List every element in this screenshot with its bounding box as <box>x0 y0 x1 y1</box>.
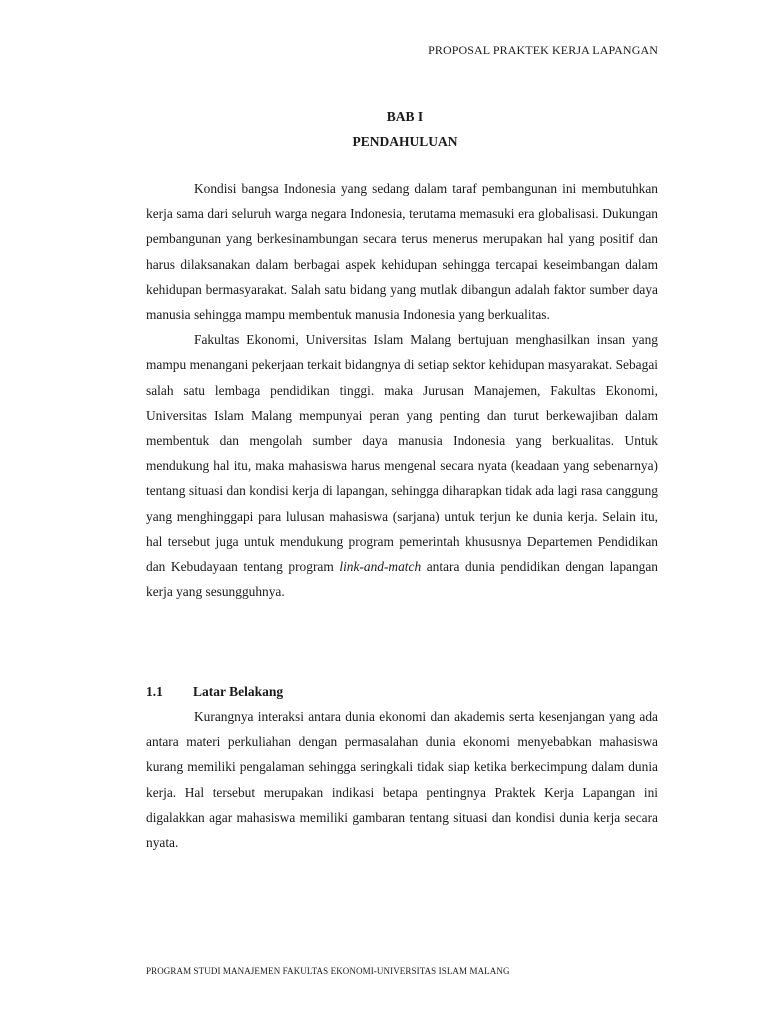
chapter-heading <box>0 104 768 154</box>
chapter-title: PENDAHULUAN <box>352 134 458 149</box>
section-number: 1.1 <box>146 684 163 699</box>
section-title: Latar Belakang <box>193 684 284 699</box>
introduction-body <box>146 176 658 604</box>
paragraph-2 <box>146 327 658 604</box>
page-footer: PROGRAM STUDI MANAJEMEN FAKULTAS EKONOMI-UNIVERSITAS ISLAM MALANG <box>146 966 510 976</box>
section-body <box>146 704 658 855</box>
paragraph-2-italic: link-and-match <box>339 559 422 575</box>
page-header: PROPOSAL PRAKTEK KERJA LAPANGAN <box>428 43 658 57</box>
chapter-number: BAB I <box>386 109 424 124</box>
paragraph-2-end: antara dunia pendidikan dengan lapangan kerja yang sesungguhnya. <box>146 559 658 600</box>
paragraph-2-text: Fakultas Ekonomi, Universitas Islam Malang bertujuan menghasilkan insan yang mampu menangani pekerjaan terkait bidangnya di setiap sektor kehidupan masyarakat. Sebagai salah satu lembaga pendidikan tinggi. maka Jurusan Manajemen, Fakultas Ekonomi, Universitas Islam Malang mempunyai peran yang penting dan turut berkewajiban dalam membentuk dan mengolah sumber daya manusia Indonesia yang berkualitas. Untuk mendukung hal itu, maka mahasiswa harus mengenal secara nyata (keadaan yang sebenarnya) tentang situasi dan kondisi kerja di lapangan, sehingga diharapkan tidak ada lagi rasa canggung yang menghinggapi para lulusan mahasiswa (sarjana) untuk terjun ke dunia kerja. Selain itu, hal tersebut juga untuk mendukung program pemerintah khususnya Departemen Pendidikan dan Kebudayaan tentang program <box>146 332 658 575</box>
paragraph-1: Kondisi bangsa Indonesia yang sedang dalam taraf pembangunan ini membutuhkan kerja sama dari seluruh warga negara Indonesia, terutama memasuki era globalisasi. Dukungan pembangunan yang berkesinambungan secara terus menerus merupakan hal yang positif dan harus dilaksanakan dalam berbagai aspek kehidupan sehingga tercapai keseimbangan dalam kehidupan bermasyarakat. Salah satu bidang yang mutlak dibangun adalah faktor sumber daya manusia sehingga mampu membentuk manusia Indonesia yang berkualitas. <box>146 181 658 323</box>
section-heading <box>146 679 283 704</box>
section-paragraph: Kurangnya interaksi antara dunia ekonomi dan akademis serta kesenjangan yang ada antara materi perkuliahan dengan permasalahan dunia ekonomi menyebabkan mahasiswa kurang memiliki pengalaman sehingga seringkali tidak siap ketika berkecimpung dalam dunia kerja. Hal tersebut merupakan indikasi betapa pentingnya Praktek Kerja Lapangan ini digalakkan agar mahasiswa memiliki gambaran tentang situasi dan kondisi dunia kerja secara nyata. <box>146 709 658 851</box>
